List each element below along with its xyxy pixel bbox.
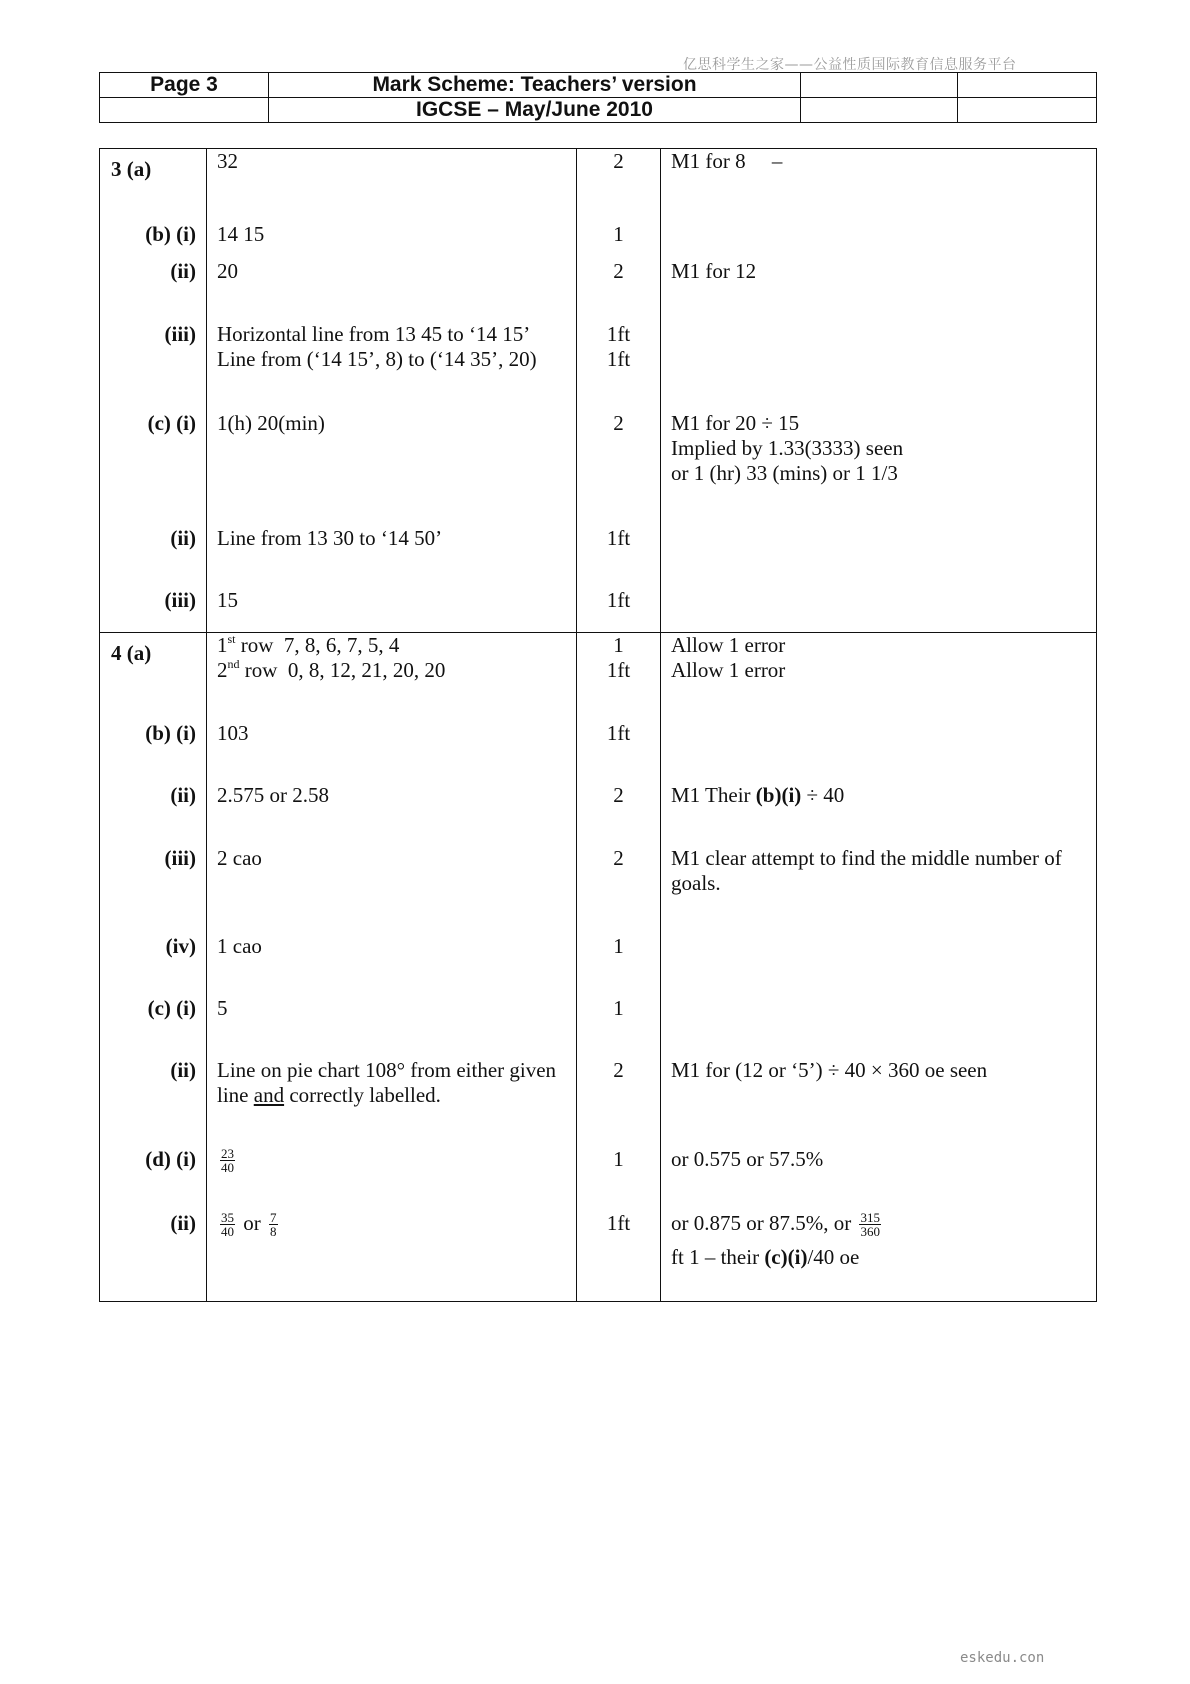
guidance-line: Allow 1 error bbox=[671, 658, 786, 682]
guidance-cell bbox=[661, 934, 1097, 996]
watermark-top: 亿思科学生之家——公益性质国际教育信息服务平台 bbox=[683, 57, 1017, 73]
guidance-cell: M1 for 8 – bbox=[661, 149, 1097, 222]
answer-cell: Line on pie chart 108° from either given line and correctly labelled. bbox=[207, 1058, 577, 1147]
mark-cell: 1ft bbox=[577, 588, 661, 633]
question-number: 4 (a) bbox=[100, 633, 207, 721]
answer-line: Horizontal line from 13 45 to ‘14 15’ bbox=[217, 321, 531, 346]
part-label: (c) (i) bbox=[100, 411, 207, 526]
answer-cell: 2.575 or 2.58 bbox=[207, 783, 577, 846]
table-row bbox=[100, 996, 1097, 1058]
part-label: (iii) bbox=[100, 322, 207, 411]
mark-cell: 1ft bbox=[577, 526, 661, 588]
header-empty-cell bbox=[958, 73, 1097, 98]
guidance-cell bbox=[661, 1211, 1097, 1302]
mark-cell bbox=[577, 633, 661, 721]
page-number: Page 3 bbox=[100, 73, 269, 98]
guidance-cell: M1 clear attempt to find the middle number of goals. bbox=[661, 846, 1097, 934]
watermark-bottom: eskedu.con bbox=[960, 1650, 1045, 1666]
table-row bbox=[100, 1147, 1097, 1211]
part-label: (ii) bbox=[100, 526, 207, 588]
answer-cell bbox=[207, 1147, 577, 1211]
guidance-cell bbox=[661, 633, 1097, 721]
answer-cell: 32 bbox=[207, 149, 577, 222]
table-row bbox=[100, 322, 1097, 411]
page-header-table bbox=[99, 72, 1097, 123]
answer-cell: 5 bbox=[207, 996, 577, 1058]
guidance-cell bbox=[661, 526, 1097, 588]
table-row bbox=[100, 721, 1097, 783]
answer-cell: 15 bbox=[207, 588, 577, 633]
answer-cell: 1(h) 20(min) bbox=[207, 411, 577, 526]
part-label: (b) (i) bbox=[100, 222, 207, 259]
part-label: (iii) bbox=[100, 846, 207, 934]
header-empty-cell bbox=[801, 73, 958, 98]
part-label: (ii) bbox=[100, 259, 207, 322]
header-empty-cell bbox=[801, 98, 958, 123]
mark-cell: 1 bbox=[577, 1147, 661, 1211]
table-row bbox=[100, 846, 1097, 934]
guidance-cell bbox=[661, 222, 1097, 259]
answer-cell: 2 cao bbox=[207, 846, 577, 934]
table-row bbox=[100, 259, 1097, 322]
guidance-line: Allow 1 error bbox=[671, 633, 786, 657]
part-label: (c) (i) bbox=[100, 996, 207, 1058]
answer-line: 2nd row 0, 8, 12, 21, 20, 20 bbox=[217, 657, 446, 682]
table-row bbox=[100, 783, 1097, 846]
mark-cell: 2 bbox=[577, 783, 661, 846]
header-empty-cell bbox=[100, 98, 269, 123]
mark-line: 1 bbox=[613, 633, 624, 657]
guidance-line: M1 for 20 ÷ 15 bbox=[671, 410, 800, 435]
mark-cell: 2 bbox=[577, 149, 661, 222]
guidance-cell bbox=[661, 588, 1097, 633]
document-subtitle: IGCSE – May/June 2010 bbox=[269, 98, 801, 123]
table-row bbox=[100, 411, 1097, 526]
guidance-cell: or 0.575 or 57.5% bbox=[661, 1147, 1097, 1211]
part-label: (d) (i) bbox=[100, 1147, 207, 1211]
table-row bbox=[100, 633, 1097, 721]
mark-cell: 1 bbox=[577, 934, 661, 996]
answer-cell: Line from 13 30 to ‘14 50’ bbox=[207, 526, 577, 588]
mark-cell: 2 bbox=[577, 259, 661, 322]
guidance-cell bbox=[661, 411, 1097, 526]
guidance-cell: M1 for 12 bbox=[661, 259, 1097, 322]
table-row bbox=[100, 1211, 1097, 1302]
answer-cell: 20 bbox=[207, 259, 577, 322]
fraction: $\frac{23}{40}$ bbox=[221, 1145, 234, 1175]
table-row bbox=[100, 149, 1097, 222]
part-label: (ii) bbox=[100, 1211, 207, 1302]
fraction: $\frac{7}{8}$ bbox=[270, 1209, 277, 1239]
answer-line: Line from (‘14 15’, 8) to (‘14 35’, 20) bbox=[217, 346, 537, 371]
answer-cell bbox=[207, 633, 577, 721]
answer-cell bbox=[207, 322, 577, 411]
guidance-cell bbox=[661, 721, 1097, 783]
mark-cell: 2 bbox=[577, 411, 661, 526]
mark-scheme-table bbox=[99, 148, 1097, 1302]
mark-cell: 1ft bbox=[577, 1211, 661, 1302]
mark-cell: 1ft bbox=[577, 721, 661, 783]
mark-line: 1ft bbox=[606, 321, 631, 346]
mark-cell: 1 bbox=[577, 996, 661, 1058]
mark-cell bbox=[577, 322, 661, 411]
table-row bbox=[100, 526, 1097, 588]
guidance-line: or 1 (hr) 33 (mins) or 1 1/3 bbox=[671, 460, 898, 485]
answer-cell: 1 cao bbox=[207, 934, 577, 996]
part-label: (iii) bbox=[100, 588, 207, 633]
guidance-line: ft 1 – their (c)(i)/40 oe bbox=[671, 1244, 860, 1269]
guidance-cell bbox=[661, 996, 1097, 1058]
guidance-line: or 0.875 or 87.5%, or $\frac{315}{360}$ bbox=[671, 1209, 880, 1239]
question-number: 3 (a) bbox=[100, 149, 207, 222]
document-title: Mark Scheme: Teachers’ version bbox=[269, 73, 801, 98]
table-row bbox=[100, 1058, 1097, 1147]
part-label: (ii) bbox=[100, 783, 207, 846]
mark-line: 1ft bbox=[606, 658, 631, 682]
fraction: $\frac{315}{360}$ bbox=[860, 1209, 880, 1239]
fraction: $\frac{35}{40}$ bbox=[221, 1209, 234, 1239]
mark-line: 1ft bbox=[606, 346, 631, 371]
mark-cell: 2 bbox=[577, 1058, 661, 1147]
header-empty-cell bbox=[958, 98, 1097, 123]
guidance-cell bbox=[661, 322, 1097, 411]
table-row bbox=[100, 222, 1097, 259]
guidance-line: Implied by 1.33(3333) seen bbox=[671, 435, 904, 460]
guidance-cell: M1 Their (b)(i) ÷ 40 bbox=[661, 783, 1097, 846]
table-row bbox=[100, 588, 1097, 633]
answer-cell: $\frac{35}{40}$ or $\frac{7}{8}$ bbox=[207, 1211, 577, 1302]
answer-cell: 103 bbox=[207, 721, 577, 783]
part-label: (b) (i) bbox=[100, 721, 207, 783]
answer-line: 1st row 7, 8, 6, 7, 5, 4 bbox=[217, 632, 400, 657]
part-label: (iv) bbox=[100, 934, 207, 996]
mark-cell: 1 bbox=[577, 222, 661, 259]
guidance-cell: M1 for (12 or ‘5’) ÷ 40 × 360 oe seen bbox=[661, 1058, 1097, 1147]
answer-cell: 14 15 bbox=[207, 222, 577, 259]
table-row bbox=[100, 934, 1097, 996]
part-label: (ii) bbox=[100, 1058, 207, 1147]
mark-cell: 2 bbox=[577, 846, 661, 934]
